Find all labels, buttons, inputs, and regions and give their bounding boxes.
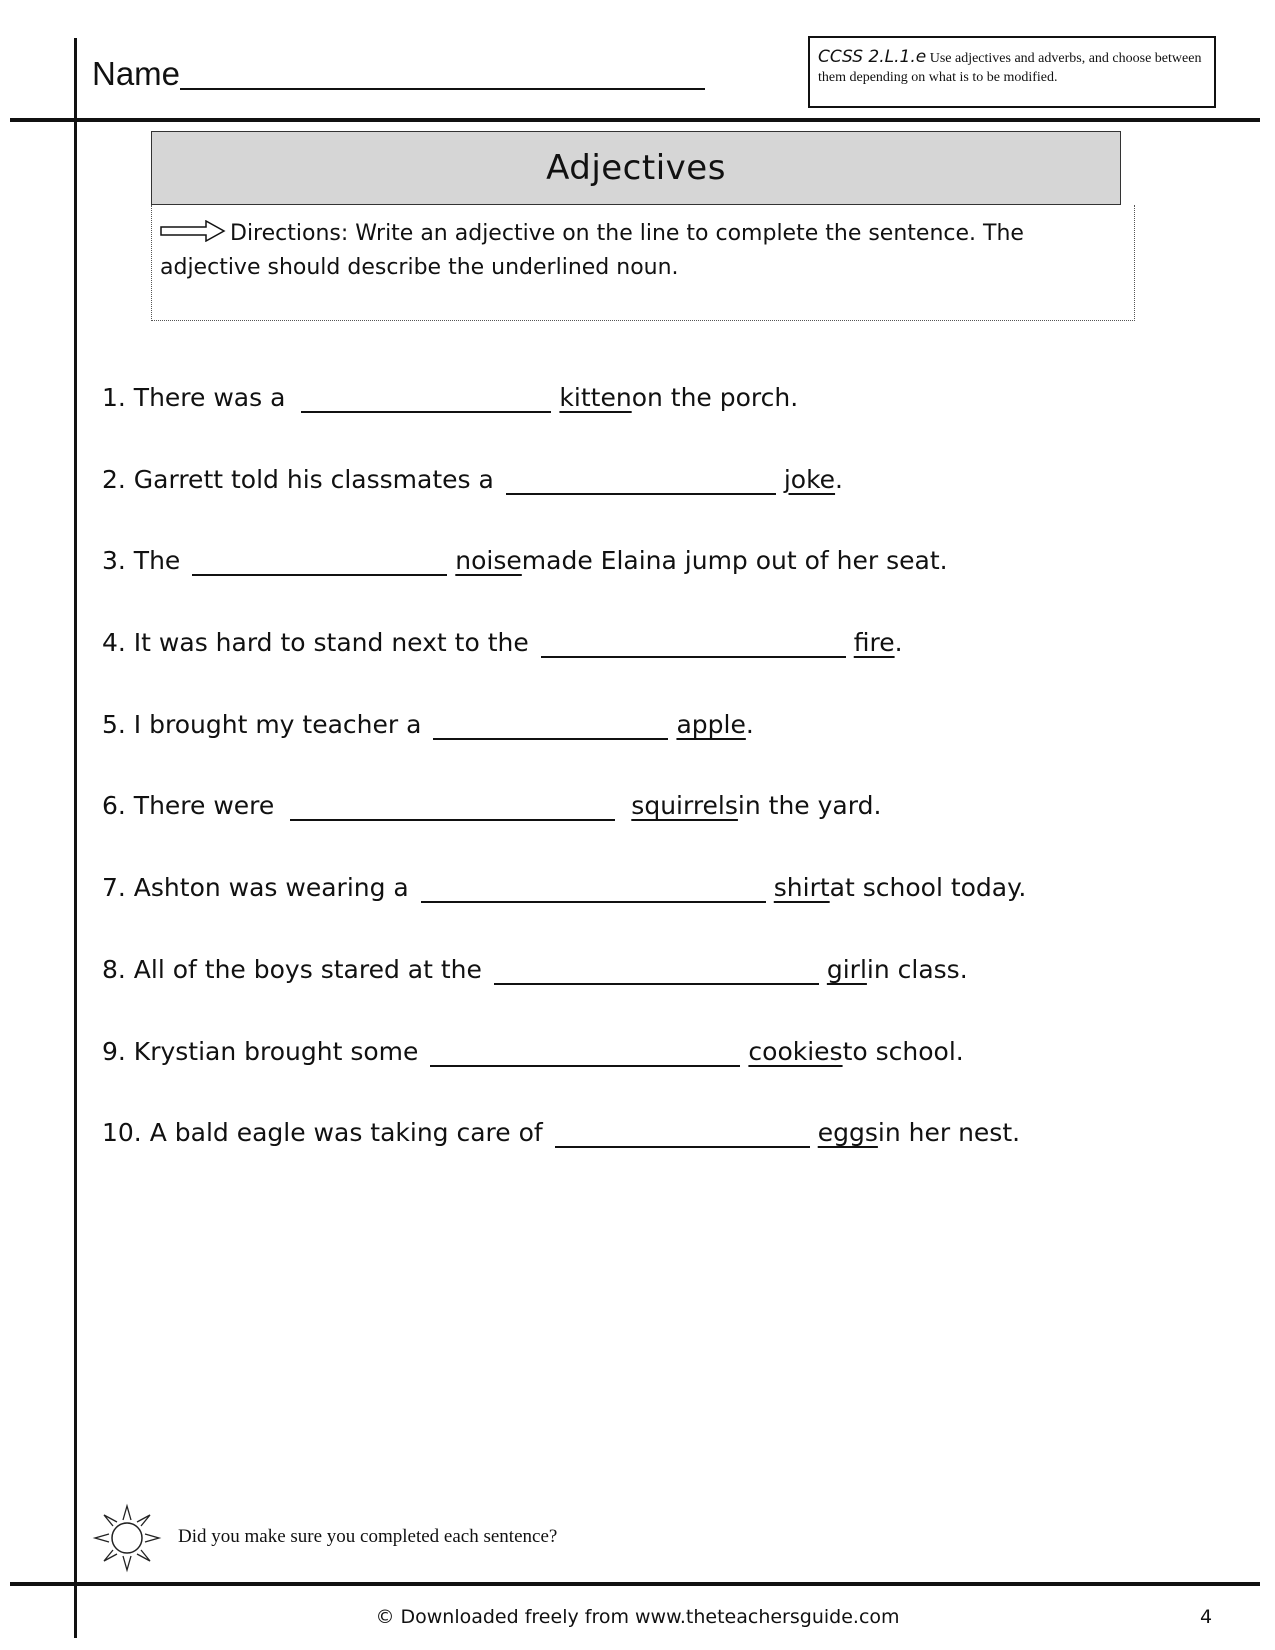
- question-text-after: .: [835, 464, 843, 494]
- underlined-noun: eggs: [817, 1118, 878, 1148]
- question-7: [102, 873, 1222, 955]
- answer-blank-1[interactable]: [301, 383, 551, 413]
- question-text-after: .: [745, 709, 754, 739]
- question-text-after: made Elaina jump out of her seat.: [521, 546, 948, 576]
- underlined-noun: joke: [783, 464, 836, 494]
- question-text-before: 7. Ashton was wearing a: [102, 873, 409, 903]
- question-text-after: in the yard.: [737, 791, 882, 821]
- question-text-before: 10. A bald eagle was taking care of: [102, 1118, 543, 1148]
- question-text-before: 4. It was hard to stand next to the: [102, 628, 529, 658]
- header-divider: [10, 118, 1260, 122]
- question-text-before: 9. Krystian brought some: [102, 1036, 419, 1066]
- question-text-after: .: [894, 628, 903, 658]
- question-text-before: 5. I brought my teacher a: [102, 709, 422, 739]
- footer-divider: [10, 1582, 1260, 1586]
- margin-vertical-rule: [74, 38, 77, 1638]
- question-1: [102, 383, 1222, 465]
- page-number: 4: [1200, 1606, 1213, 1628]
- answer-blank-6[interactable]: [290, 791, 615, 821]
- right-arrow-outline-icon: [160, 220, 226, 242]
- question-4: [102, 628, 1222, 710]
- question-3: [102, 546, 1222, 628]
- underlined-noun: girl: [826, 954, 867, 984]
- answer-blank-9[interactable]: [430, 1037, 740, 1067]
- underlined-noun: kitten: [559, 383, 632, 412]
- reminder-text: Did you make sure you completed each sentence?: [178, 1526, 558, 1547]
- answer-blank-5[interactable]: [433, 710, 668, 740]
- question-text-before: 2. Garrett told his classmates a: [102, 464, 494, 494]
- answer-blank-3[interactable]: [192, 546, 447, 576]
- underlined-noun: shirt: [773, 873, 830, 903]
- name-label: Name: [92, 55, 181, 92]
- underlined-noun: apple: [676, 709, 746, 739]
- question-text-after: in her nest.: [877, 1118, 1021, 1148]
- question-9: [102, 1037, 1222, 1119]
- question-text-before: 6. There were: [102, 791, 275, 821]
- answer-blank-8[interactable]: [494, 955, 819, 985]
- question-8: [102, 955, 1222, 1037]
- question-text-before: 3. The: [102, 546, 181, 576]
- sun-icon: [92, 1500, 162, 1576]
- name-write-line[interactable]: [180, 88, 705, 90]
- underlined-noun: cookies: [748, 1036, 843, 1066]
- answer-blank-10[interactable]: [555, 1118, 810, 1148]
- footer-credit: © Downloaded freely from www.theteachersguide.com: [375, 1606, 900, 1628]
- answer-blank-7[interactable]: [421, 873, 766, 903]
- ccss-description: Use adjectives and adverbs, and choose between them depending on what is to be modified.: [818, 51, 1202, 85]
- question-text-after: at school today.: [829, 873, 1027, 903]
- question-text-before: 8. All of the boys stared at the: [102, 954, 482, 984]
- title-text: Adjectives: [546, 148, 726, 188]
- ccss-code: CCSS 2.L.1.e: [818, 47, 927, 67]
- underlined-noun: noise: [455, 546, 522, 576]
- question-2: [102, 465, 1222, 547]
- underlined-noun: fire: [853, 628, 895, 658]
- question-6: [102, 791, 1222, 873]
- worksheet-title: [151, 131, 1121, 205]
- question-5: [102, 710, 1222, 792]
- answer-blank-2[interactable]: [506, 465, 776, 495]
- question-list: [102, 383, 1222, 1200]
- directions-text: Directions: Write an adjective on the line to complete the sentence. The adjective should describe the underlined noun.: [160, 221, 1024, 280]
- question-text-after: on the porch.: [631, 383, 799, 412]
- ccss-standard-box: [808, 36, 1216, 108]
- question-text-after: to school.: [842, 1036, 964, 1066]
- directions-box: [151, 205, 1135, 321]
- answer-blank-4[interactable]: [541, 628, 846, 658]
- question-text-after: in class.: [866, 954, 968, 984]
- question-10: [102, 1118, 1222, 1200]
- question-text-before: 1. There was a: [102, 383, 286, 412]
- underlined-noun: squirrels: [631, 791, 738, 821]
